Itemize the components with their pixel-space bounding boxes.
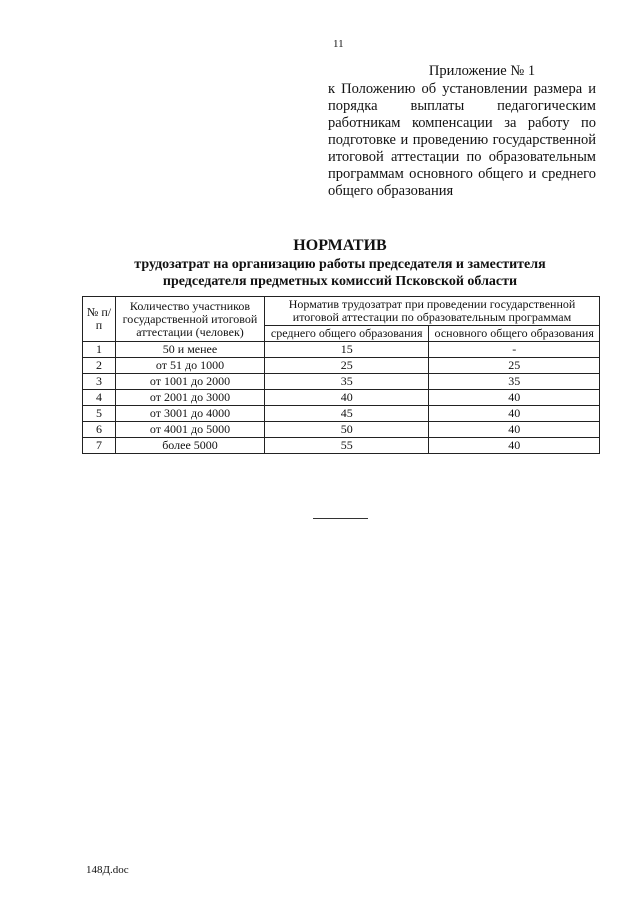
header-num: № п/п <box>83 297 116 342</box>
document-title: НОРМАТИВ <box>293 237 387 254</box>
cell-num: 6 <box>83 422 116 438</box>
document-heading <box>80 236 600 290</box>
cell-basic: 25 <box>429 358 600 374</box>
cell-basic: 35 <box>429 374 600 390</box>
cell-count: 50 и менее <box>116 342 265 358</box>
document-subtitle-line2: председателя предметных комиссий Псковской области <box>162 274 518 289</box>
end-divider <box>313 518 368 519</box>
table-row <box>83 406 600 422</box>
page-number: 11 <box>333 38 344 50</box>
cell-basic: 40 <box>429 406 600 422</box>
table-header-row <box>83 297 600 326</box>
table-row <box>83 390 600 406</box>
cell-count: от 1001 до 2000 <box>116 374 265 390</box>
table-row <box>83 422 600 438</box>
cell-count: более 5000 <box>116 438 265 454</box>
cell-secondary: 35 <box>265 374 429 390</box>
footer-file-name: 148Д.doc <box>86 864 129 876</box>
cell-num: 4 <box>83 390 116 406</box>
cell-num: 3 <box>83 374 116 390</box>
cell-secondary: 40 <box>265 390 429 406</box>
cell-secondary: 25 <box>265 358 429 374</box>
cell-num: 1 <box>83 342 116 358</box>
header-basic: основного общего образования <box>429 326 600 342</box>
table-row <box>83 374 600 390</box>
cell-count: от 51 до 1000 <box>116 358 265 374</box>
document-subtitle-line1: трудозатрат на организацию работы председателя и заместителя <box>134 257 546 272</box>
cell-count: от 2001 до 3000 <box>116 390 265 406</box>
appendix-block <box>328 63 596 200</box>
cell-num: 2 <box>83 358 116 374</box>
header-norm: Норматив трудозатрат при проведении государственной итоговой аттестации по образовательным программам <box>265 297 600 326</box>
cell-secondary: 50 <box>265 422 429 438</box>
cell-num: 7 <box>83 438 116 454</box>
cell-basic: 40 <box>429 438 600 454</box>
appendix-text: к Положению об установлении размера и порядка выплаты педагогическим работникам компенсации за работу по подготовке и проведению государственной итоговой аттестации по образовательным программам основного общего и среднего общего образования <box>328 81 596 199</box>
cell-secondary: 15 <box>265 342 429 358</box>
table-row <box>83 342 600 358</box>
cell-basic: 40 <box>429 390 600 406</box>
cell-num: 5 <box>83 406 116 422</box>
cell-basic: - <box>429 342 600 358</box>
table-row <box>83 438 600 454</box>
header-count: Количество участников государственной итоговой аттестации (человек) <box>116 297 265 342</box>
cell-secondary: 55 <box>265 438 429 454</box>
appendix-title: Приложение № 1 <box>428 63 536 79</box>
cell-count: от 3001 до 4000 <box>116 406 265 422</box>
table-row <box>83 358 600 374</box>
cell-basic: 40 <box>429 422 600 438</box>
cell-secondary: 45 <box>265 406 429 422</box>
cell-count: от 4001 до 5000 <box>116 422 265 438</box>
norm-table <box>82 296 600 454</box>
header-secondary: среднего общего образования <box>265 326 429 342</box>
